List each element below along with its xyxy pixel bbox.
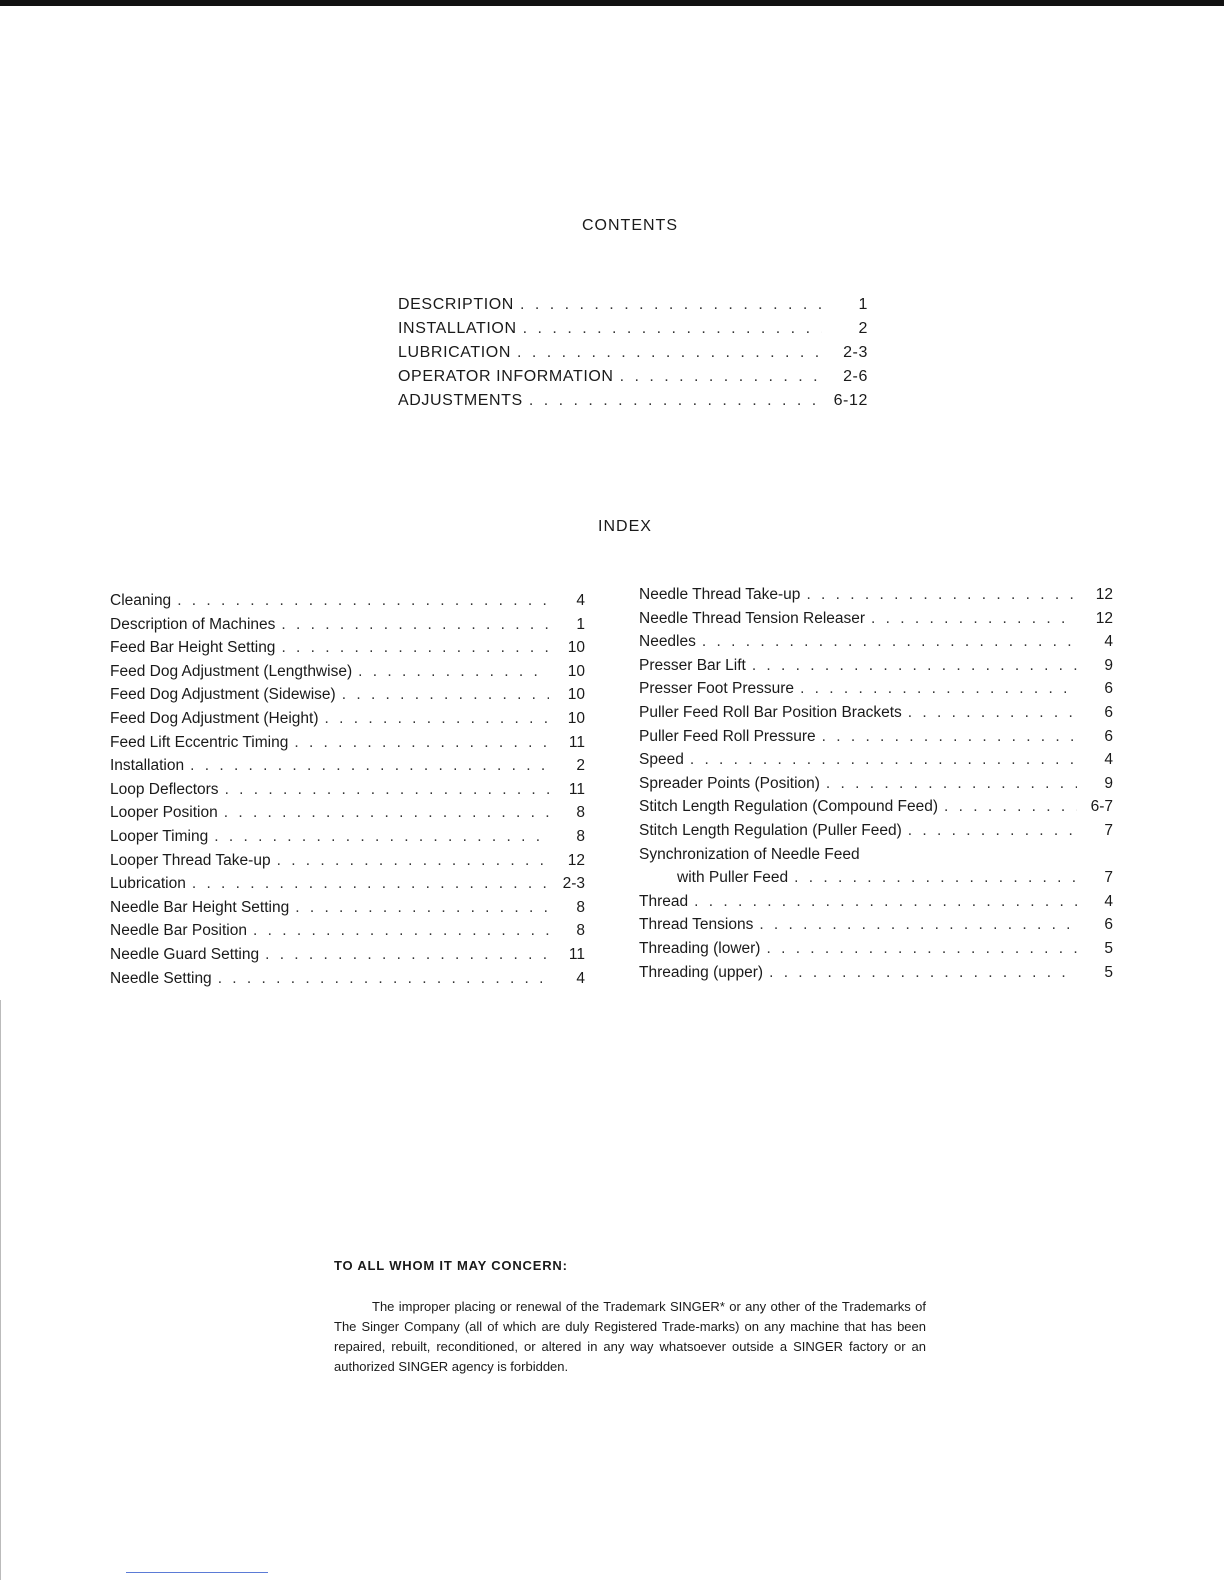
index-entry-label: Cleaning — [110, 592, 172, 609]
index-entry-label: Needle Guard Setting — [110, 945, 260, 963]
index-entry-label: Description of Machines — [110, 615, 276, 633]
index-entry-label: Puller Feed Roll Bar Position Brackets — [639, 703, 902, 721]
index-entry-page: 9 — [1104, 774, 1113, 792]
index-entry — [639, 704, 1113, 728]
index-entry — [110, 757, 585, 781]
contents-entry — [398, 368, 868, 392]
dot-leader — [265, 946, 549, 964]
contents-entry — [398, 296, 868, 320]
dot-leader — [766, 940, 1077, 958]
index-entry — [639, 728, 1113, 752]
index-entry-label: Feed Bar Height Setting — [110, 639, 276, 657]
index-entry-page: 8 — [576, 922, 585, 940]
notice-title: TO ALL WHOM IT MAY CONCERN: — [334, 1258, 568, 1273]
dot-leader — [529, 392, 822, 410]
index-entry — [110, 710, 585, 734]
index-entry-page: 11 — [568, 780, 585, 798]
index-entry-label: Needle Thread Take-up — [639, 586, 801, 603]
contents-entry-page: 2 — [858, 320, 868, 337]
top-edge-rule — [0, 0, 1224, 6]
index-entry — [110, 970, 585, 994]
index-entry-label: Needle Bar Height Setting — [110, 898, 290, 916]
index-entry-page: 6 — [1104, 916, 1113, 934]
index-entry-label: Feed Dog Adjustment (Sidewise) — [110, 686, 336, 704]
index-entry — [639, 751, 1113, 775]
index-entry — [639, 893, 1113, 917]
index-entry-page: 12 — [1095, 586, 1113, 603]
index-entry-page: 10 — [567, 686, 585, 704]
index-entry — [639, 916, 1113, 940]
dot-leader — [224, 804, 549, 822]
index-entry — [110, 686, 585, 710]
dot-leader — [520, 296, 822, 314]
dot-leader — [281, 639, 549, 657]
dot-leader — [325, 710, 550, 728]
dot-leader — [769, 964, 1077, 982]
dot-leader — [177, 592, 549, 610]
index-entry-page: 7 — [1104, 869, 1113, 887]
index-entry-label: Threading (upper) — [639, 963, 764, 981]
index-entry — [639, 610, 1113, 634]
contents-title: CONTENTS — [582, 217, 678, 234]
index-entry-label: Needle Setting — [110, 969, 212, 987]
index-entry — [639, 775, 1113, 799]
index-entry-page: 8 — [576, 804, 585, 822]
dot-leader — [218, 970, 549, 988]
index-entry-label: Feed Dog Adjustment (Lengthwise) — [110, 662, 353, 680]
contents-entry — [398, 344, 868, 368]
dot-leader — [342, 686, 549, 704]
index-entry-label: Needle Thread Tension Releaser — [639, 609, 866, 627]
index-entry — [639, 940, 1113, 964]
index-entry-label: Spreader Points (Position) — [639, 774, 820, 792]
index-entry — [639, 657, 1113, 681]
index-entry — [110, 734, 585, 758]
dot-leader — [871, 610, 1077, 628]
index-entry — [639, 869, 1113, 893]
index-entry — [110, 616, 585, 640]
index-entry-page: 2-3 — [562, 875, 585, 893]
index-entry-page: 5 — [1104, 963, 1113, 981]
dot-leader — [190, 757, 549, 775]
contents-entry-label: ADJUSTMENTS — [398, 392, 523, 409]
index-entry-page: 8 — [576, 827, 585, 845]
index-entry-page: 6-7 — [1090, 798, 1113, 816]
contents-entry-label: OPERATOR INFORMATION — [398, 368, 614, 385]
index-entry-label: Thread Tensions — [639, 916, 754, 934]
contents-entry-label: INSTALLATION — [398, 320, 517, 337]
index-entry-page: 5 — [1104, 939, 1113, 957]
index-entry — [110, 899, 585, 923]
index-entry — [110, 946, 585, 970]
index-entry-label: Threading (lower) — [639, 939, 761, 957]
dot-leader — [523, 320, 822, 338]
index-entry-label: Needle Bar Position — [110, 922, 247, 940]
index-entry-label: Feed Lift Eccentric Timing — [110, 733, 289, 751]
contents-entry-page: 6-12 — [833, 392, 868, 409]
dot-leader — [806, 586, 1077, 604]
index-entry-page: 6 — [1104, 703, 1113, 721]
dot-leader — [295, 899, 549, 917]
index-entry-page: 7 — [1104, 821, 1113, 839]
dot-leader — [822, 728, 1077, 746]
index-entry-label: Feed Dog Adjustment (Height) — [110, 709, 319, 727]
index-entry-page: 4 — [1104, 751, 1113, 769]
index-entry-label: Needles — [639, 633, 696, 651]
index-entry-page: 4 — [576, 969, 585, 987]
index-title: INDEX — [598, 518, 652, 535]
index-entry-page: 1 — [576, 615, 585, 633]
dot-leader — [192, 875, 549, 893]
dot-leader — [225, 781, 549, 799]
dot-leader — [759, 916, 1077, 934]
index-entry — [639, 680, 1113, 704]
contents-entry-page: 2-6 — [843, 368, 868, 385]
index-entry — [110, 781, 585, 805]
contents-list — [398, 296, 868, 416]
left-edge-line — [0, 1000, 1, 1580]
dot-leader — [694, 893, 1077, 911]
index-entry — [639, 633, 1113, 657]
dot-leader — [294, 734, 549, 752]
index-entry-label: Presser Bar Lift — [639, 656, 746, 674]
index-entry — [110, 828, 585, 852]
index-entry-page: 11 — [568, 945, 585, 963]
notice-body: The improper placing or renewal of the Trademark SINGER* or any other of the Trademarks of The Singer Company (all of which are duly Registered Trade-marks) on any machine that has been repaired, rebuilt, reconditioned, or altered in any way whatsoever outside a SINGER factory or an authorized SINGER agency is forbidden. — [334, 1299, 926, 1374]
index-entry — [110, 852, 585, 876]
index-entry — [639, 822, 1113, 846]
index-entry-page: 12 — [1095, 609, 1113, 627]
dot-leader — [277, 852, 549, 870]
dot-leader — [214, 828, 549, 846]
index-entry-label: Puller Feed Roll Pressure — [639, 727, 816, 745]
contents-entry — [398, 392, 868, 416]
index-entry-page: 4 — [1104, 633, 1113, 651]
index-entry-label: Installation — [110, 757, 185, 775]
index-column-left — [110, 592, 585, 993]
index-entry-page: 6 — [1104, 680, 1113, 698]
dot-leader — [908, 822, 1077, 840]
index-entry-page: 11 — [568, 733, 585, 751]
index-entry-label: Stitch Length Regulation (Compound Feed) — [639, 798, 938, 816]
index-entry-page: 6 — [1104, 727, 1113, 745]
index-entry — [110, 592, 585, 616]
index-entry — [639, 586, 1113, 610]
index-entry — [110, 875, 585, 899]
index-entry-page: 10 — [567, 639, 585, 657]
contents-entry-label: LUBRICATION — [398, 344, 511, 361]
index-entry — [110, 922, 585, 946]
dot-leader — [358, 663, 549, 681]
dot-leader — [253, 922, 549, 940]
index-entry-page: 4 — [1104, 892, 1113, 910]
dot-leader — [752, 657, 1077, 675]
index-column-right — [639, 586, 1113, 987]
index-entry — [110, 804, 585, 828]
index-entry-page: 2 — [576, 757, 585, 775]
index-entry-label: Looper Timing — [110, 827, 209, 845]
bottom-link-underline — [126, 1572, 268, 1573]
index-entry-label: Thread — [639, 892, 689, 910]
index-entry-page: 8 — [576, 898, 585, 916]
dot-leader — [517, 344, 822, 362]
index-entry-label: Looper Position — [110, 804, 218, 822]
contents-entry — [398, 320, 868, 344]
index-entry — [110, 639, 585, 663]
dot-leader — [826, 775, 1077, 793]
index-entry-label: Loop Deflectors — [110, 780, 219, 798]
index-entry — [639, 846, 1113, 870]
index-entry-label: with Puller Feed — [677, 869, 789, 887]
index-entry-page: 9 — [1104, 656, 1113, 674]
index-entry — [110, 663, 585, 687]
index-entry — [639, 798, 1113, 822]
index-entry-label: Stitch Length Regulation (Puller Feed) — [639, 821, 902, 839]
index-entry-page: 10 — [567, 662, 585, 680]
dot-leader — [800, 680, 1077, 698]
dot-leader — [690, 751, 1077, 769]
contents-entry-page: 2-3 — [843, 344, 868, 361]
dot-leader — [620, 368, 822, 386]
dot-leader — [794, 869, 1077, 887]
index-entry-label: Lubrication — [110, 875, 186, 893]
index-entry-page: 12 — [567, 851, 585, 869]
index-entry-label: Synchronization of Needle Feed — [639, 845, 860, 863]
contents-entry-label: DESCRIPTION — [398, 296, 514, 313]
contents-entry-page: 1 — [858, 296, 868, 313]
index-entry-label: Speed — [639, 751, 684, 769]
index-entry-label: Presser Foot Pressure — [639, 680, 795, 698]
index-entry — [639, 964, 1113, 988]
dot-leader — [944, 798, 1077, 816]
index-entry-label: Looper Thread Take-up — [110, 851, 271, 869]
dot-leader — [281, 616, 549, 634]
dot-leader — [702, 633, 1077, 651]
index-entry-page: 10 — [567, 709, 585, 727]
dot-leader — [908, 704, 1077, 722]
index-entry-page: 4 — [576, 592, 585, 609]
